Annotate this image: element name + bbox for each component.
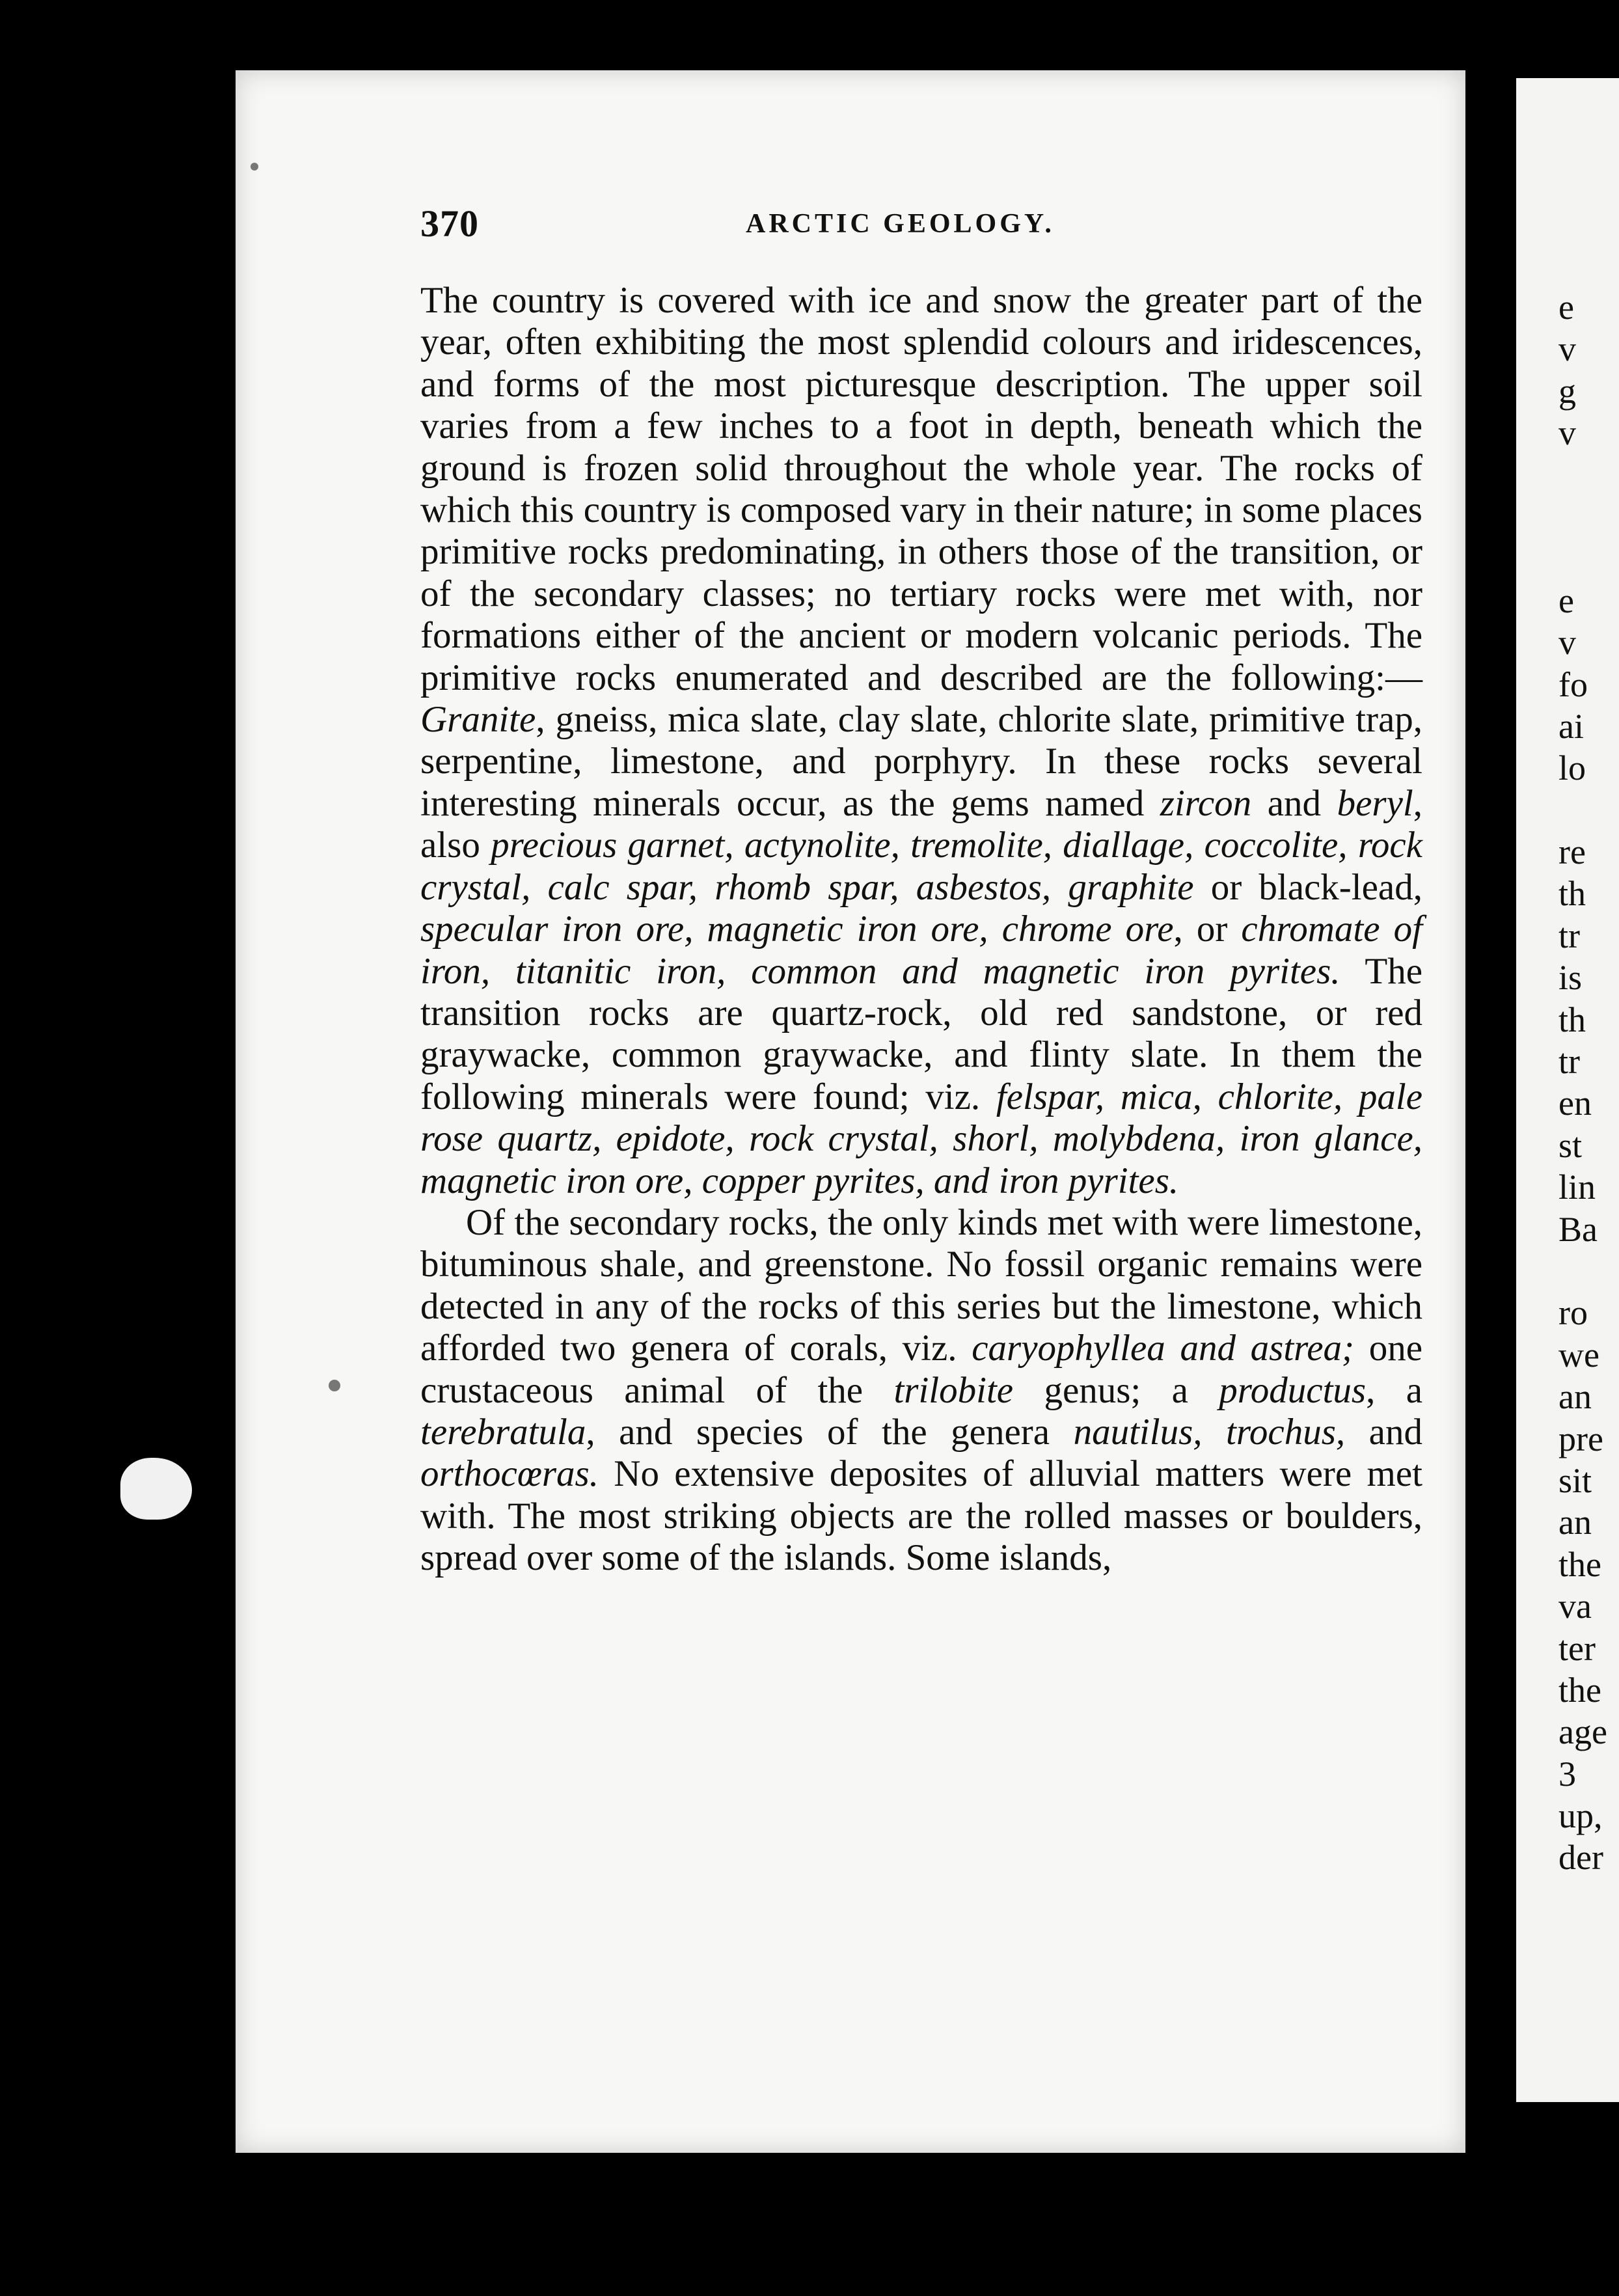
facing-line-fragment: va [1558, 1587, 1592, 1626]
facing-line-fragment: the [1558, 1670, 1601, 1710]
ink-speck [329, 1380, 340, 1391]
text-run: and [1251, 782, 1337, 824]
italic-text: felspar, mica, chlorite, pale rose quartz, epidote, rock crystal, shorl, molybdena, iron glance, magnetic iron ore, copper pyrites, and iron pyrites. [420, 1076, 1422, 1201]
facing-page-fragments [1558, 286, 1619, 1879]
italic-text: nautilus, trochus, [1073, 1411, 1346, 1453]
text-run: and [1345, 1411, 1422, 1453]
text-run: , a [1366, 1369, 1422, 1411]
facing-line-fragment [1558, 1250, 1619, 1292]
facing-line-fragment: up, [1558, 1796, 1603, 1836]
ink-speck [251, 163, 258, 171]
text-run: The transition rocks are quartz-rock, old red sandstone, or red graywacke, common graywacke, and flinty slate. In them the following minerals were found; viz. [420, 950, 1422, 1117]
facing-line-fragment [1558, 496, 1619, 538]
text-run: , and species of the genera [586, 1411, 1074, 1453]
facing-line-fragment: tr [1558, 916, 1580, 955]
italic-text: zircon [1160, 782, 1252, 824]
facing-line-fragment: fo [1558, 664, 1588, 704]
text-run: Of the secondary rocks, the only kinds met with were limestone, bituminous shale, and greenstone. No fossil organic remains were detected in any of the rocks of this series but the limestone, which afforded two genera of corals, viz. [420, 1201, 1422, 1369]
text-run: , also [420, 782, 1422, 866]
running-head: ARCTIC GEOLOGY. [746, 209, 1055, 239]
italic-text: beryl [1337, 782, 1413, 824]
facing-line-fragment: an [1558, 1377, 1592, 1417]
facing-line-fragment: der [1558, 1838, 1603, 1878]
facing-line-fragment: ai [1558, 706, 1584, 746]
facing-line-fragment: en [1558, 1084, 1592, 1123]
facing-line-fragment: e [1558, 288, 1574, 327]
facing-line-fragment [1558, 454, 1619, 496]
italic-text: chromate of iron, titanitic iron, common and magnetic iron pyrites. [420, 909, 1422, 992]
page-number: 370 [420, 202, 479, 245]
facing-line-fragment: tr [1558, 1042, 1580, 1082]
paragraph [420, 280, 1422, 1202]
facing-line-fragment: th [1558, 874, 1586, 914]
body-text [420, 280, 1422, 1579]
italic-text: precious garnet, actynolite, tremolite, diallage, coccolite, rock crystal, calc spar, rhomb spar, asbestos, graphite [420, 825, 1422, 908]
facing-line-fragment: ro [1558, 1293, 1588, 1333]
facing-line-fragment: the [1558, 1544, 1601, 1584]
facing-line-fragment: age [1558, 1712, 1607, 1752]
italic-text: Granite [420, 699, 536, 741]
italic-text: trilobite [893, 1369, 1014, 1411]
italic-text: terebratula [420, 1411, 586, 1453]
facing-line-fragment: we [1558, 1335, 1599, 1374]
text-run: , gneiss, mica slate, clay slate, chlorite slate, primitive trap, serpentine, limestone, and porphyry. In these rocks several interesting minerals occur, as the gems named [420, 699, 1422, 824]
italic-text: orthocœras. [420, 1453, 599, 1495]
facing-line-fragment: st [1558, 1125, 1583, 1165]
facing-line-fragment: ter [1558, 1628, 1596, 1668]
facing-line-fragment: g [1558, 371, 1576, 411]
facing-line-fragment: lo [1558, 748, 1586, 788]
facing-line-fragment: 3 [1558, 1754, 1576, 1794]
facing-line-fragment: v [1558, 623, 1576, 663]
page-header [420, 202, 1429, 245]
facing-line-fragment: lin [1558, 1168, 1596, 1207]
facing-line-fragment: e [1558, 581, 1574, 620]
facing-line-fragment: Ba [1558, 1209, 1598, 1249]
text-run: No extensive deposites of alluvial matters were met with. The most striking objects are the rolled masses or boulders, spread over some of the islands. Some islands, [420, 1453, 1422, 1579]
italic-text: specular iron ore, magnetic iron ore, chrome ore [420, 909, 1174, 950]
facing-line-fragment [1558, 538, 1619, 579]
facing-line-fragment: pre [1558, 1419, 1603, 1458]
facing-line-fragment: th [1558, 1000, 1586, 1039]
facing-line-fragment: re [1558, 832, 1586, 872]
paper-blot [120, 1458, 192, 1520]
text-run: or black-lead, [1193, 866, 1422, 908]
italic-text: productus [1219, 1369, 1367, 1411]
facing-line-fragment: sit [1558, 1460, 1592, 1500]
facing-line-fragment [1558, 789, 1619, 831]
facing-line-fragment: v [1558, 413, 1576, 453]
paragraph [420, 1202, 1422, 1579]
italic-text: caryophyllea and astrea; [972, 1328, 1355, 1369]
text-run: genus; a [1013, 1369, 1219, 1411]
text-run: , or [1173, 909, 1242, 950]
text-run: The country is covered with ice and snow the greater part of the year, often exhibiting the most splendid colours and iridescences, and forms of the most picturesque description. The upper soil varies from a few inches to a foot in depth, beneath which the ground is frozen solid throughout the whole year. The rocks of which this country is composed vary in their nature; in some places primitive rocks predominating, in others those of the transition, or of the secondary classes; no tertiary rocks were met with, nor formations either of the ancient or modern volcanic periods. The primitive rocks enumerated and described are the following:— [420, 280, 1422, 698]
facing-line-fragment: an [1558, 1503, 1592, 1542]
facing-line-fragment: v [1558, 329, 1576, 369]
facing-line-fragment: is [1558, 958, 1583, 998]
text-run: one crustaceous animal of the [420, 1328, 1422, 1411]
